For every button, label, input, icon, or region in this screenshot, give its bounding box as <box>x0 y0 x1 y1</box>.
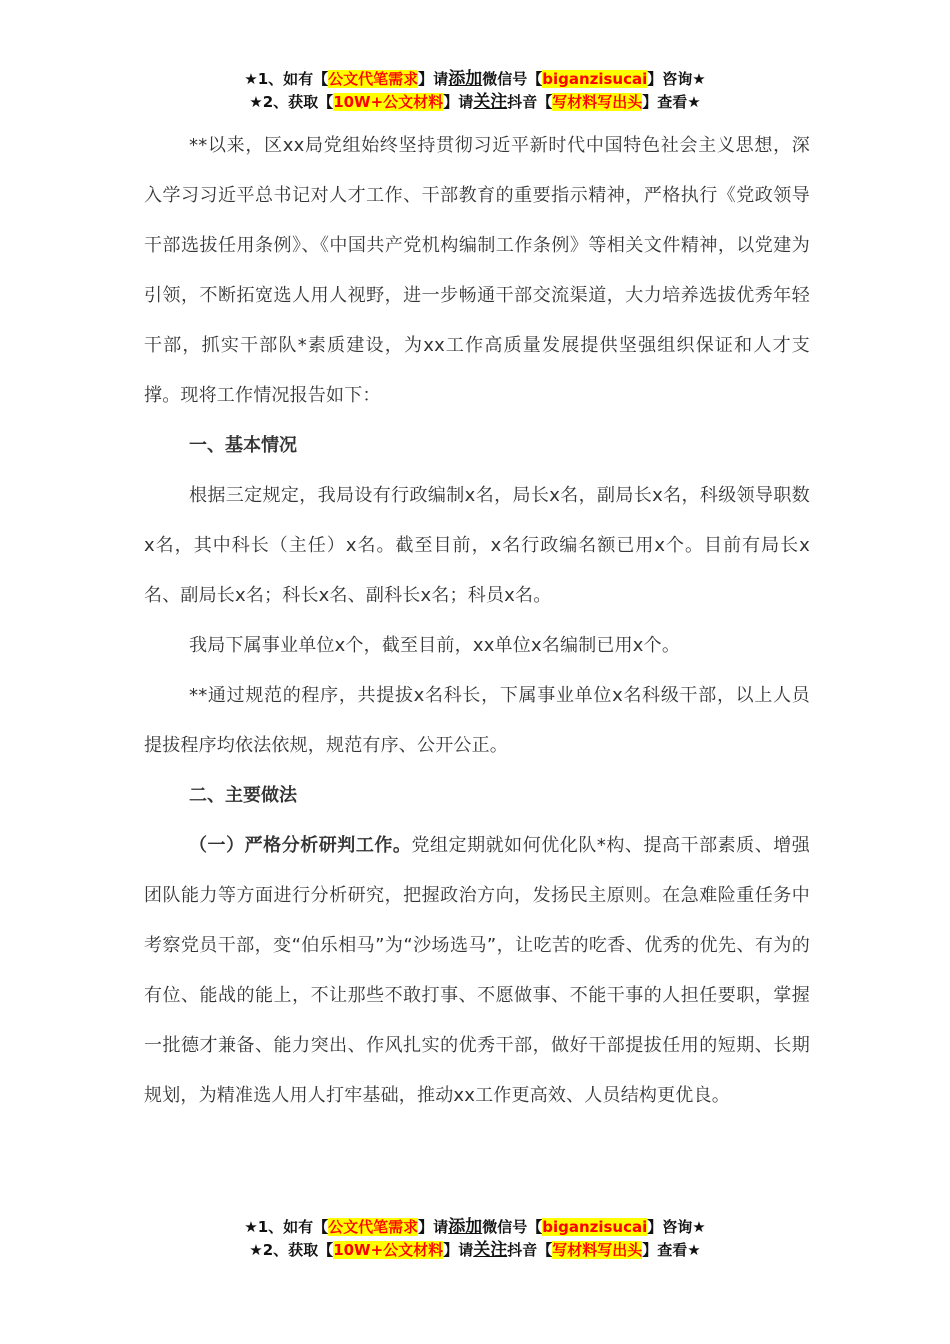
promo-text: 】请 <box>443 1241 474 1259</box>
section-1-paragraph-3: **通过规范的程序，共提拔x名科长，下属事业单位x名科级干部，以上人员提拔程序均依法依规，规范有序、公开公正。 <box>144 685 810 756</box>
wechat-id-highlight: biganzisucai <box>542 1218 648 1236</box>
section-2-sub-1-paragraph <box>144 821 810 1121</box>
promo-text: 微信号【 <box>482 1218 543 1236</box>
promo-text: ★2、获取【 <box>249 1241 334 1259</box>
promo-text: 】咨询★ <box>647 1218 706 1236</box>
promo-text: 】请 <box>418 70 449 88</box>
promo-text: ★1、如有【 <box>244 1218 329 1236</box>
intro-paragraph: **以来，区xx局党组始终坚持贯彻习近平新时代中国特色社会主义思想，深入学习习近平总书记对人才工作、干部教育的重要指示精神，严格执行《党政领导干部选拔任用条例》、《中国共产党机构编制工作条例》等相关文件精神，以党建为引领，不断拓宽选人用人视野，进一步畅通干部交流渠道，大力培养选拔优秀年轻干部，抓实干部队*素质建设，为xx工作高质量发展提供坚强组织保证和人才支撑。现将工作情况报告如下： <box>144 135 810 406</box>
section-2-sub-1-text: 党组定期就如何优化队*构、提高干部素质、增强团队能力等方面进行分析研究，把握政治方向，发扬民主原则。在急难险重任务中考察党员干部，变“伯乐相马”为“沙场选马”，让吃苦的吃香、优秀的优先、有为的有位、能战的能上，不让那些不敢打事、不愿做事、不能干事的人担任要职，掌握一批德才兼备、能力突出、作风扎实的优秀干部，做好干部提拔任用的短期、长期规划，为精准选人用人打牢基础，推动xx工作更高效、人员结构更优良。 <box>144 835 810 1106</box>
promo-highlight: 公文代笔需求 <box>328 1218 419 1236</box>
promo-underlined: 添加 <box>448 1217 483 1237</box>
promo-text: 】咨询★ <box>647 70 706 88</box>
promo-text: 】查看★ <box>642 1241 701 1259</box>
promo-line-2 <box>0 91 950 114</box>
promo-line-2 <box>0 1239 950 1262</box>
section-2-sub-1-heading: （一）严格分析研判工作。 <box>189 835 412 856</box>
douyin-highlight: 写材料写出头 <box>552 1241 643 1259</box>
promo-text: 】请 <box>418 1218 449 1236</box>
promo-highlight: 10W+公文材料 <box>333 1241 444 1259</box>
promo-line-1 <box>0 1216 950 1239</box>
promo-underlined: 关注 <box>473 1240 508 1260</box>
promo-text: 】请 <box>443 93 474 111</box>
promo-text: 微信号【 <box>482 70 543 88</box>
douyin-highlight: 写材料写出头 <box>552 93 643 111</box>
section-1-heading: 一、基本情况 <box>189 435 297 456</box>
document-body <box>144 121 810 1121</box>
section-2-heading: 二、主要做法 <box>189 785 297 806</box>
promo-text: 】查看★ <box>642 93 701 111</box>
promo-highlight: 公文代笔需求 <box>328 70 419 88</box>
promo-text: 抖音【 <box>507 93 553 111</box>
promo-text: ★2、获取【 <box>249 93 334 111</box>
promo-banner-top <box>0 68 950 114</box>
wechat-id-highlight: biganzisucai <box>542 70 648 88</box>
section-1-paragraph-1: 根据三定规定，我局设有行政编制x名，局长x名，副局长x名，科级领导职数x名，其中科长（主任）x名。截至目前，x名行政编名额已用x个。目前有局长x名、副局长x名；科长x名、副科长x名；科员x名。 <box>144 485 810 606</box>
promo-text: 抖音【 <box>507 1241 553 1259</box>
section-1-paragraph-2: 我局下属事业单位x个，截至目前，xx单位x名编制已用x个。 <box>189 635 681 656</box>
promo-banner-bottom <box>0 1216 950 1262</box>
promo-underlined: 添加 <box>448 69 483 89</box>
promo-highlight: 10W+公文材料 <box>333 93 444 111</box>
promo-line-1 <box>0 68 950 91</box>
promo-underlined: 关注 <box>473 92 508 112</box>
promo-text: ★1、如有【 <box>244 70 329 88</box>
